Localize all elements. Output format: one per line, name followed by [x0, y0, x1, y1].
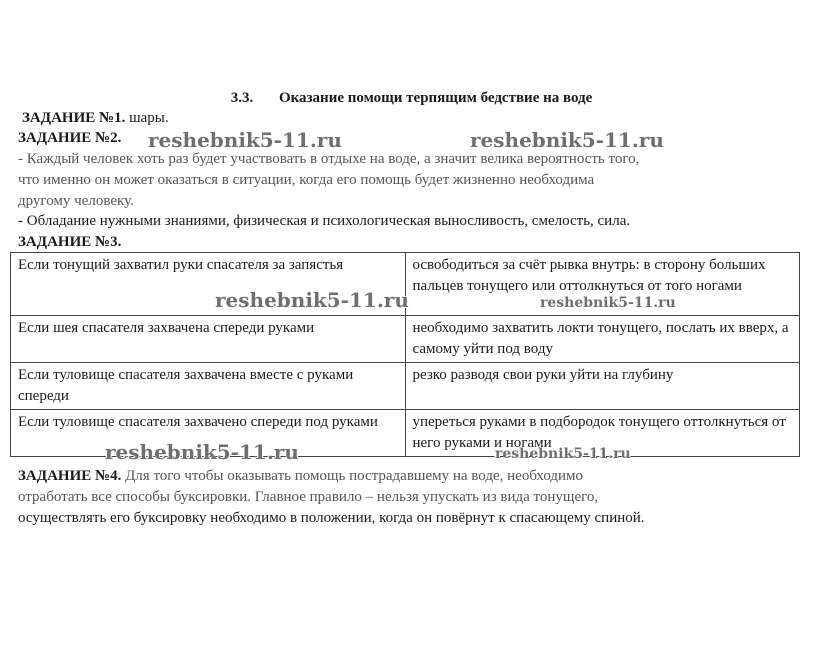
watermark: reshebnik5-11.ru [148, 128, 342, 152]
task2-line-4: - Обладание нужными знаниями, физическая и психологическая выносливость, смелость, сила. [18, 213, 631, 229]
section-number: 3.3. [230, 90, 254, 106]
task2-line-1: - Каждый человек хоть раз будет участвовать в отдыхе на воде, а значит велика вероятность того, [18, 151, 640, 167]
task2-label: ЗАДАНИЕ №2. [18, 130, 122, 146]
watermark: reshebnik5-11.ru [495, 446, 631, 462]
action-cell: упереться руками в подбородок тонущего оттолкнуться от него руками и ногами [405, 410, 800, 457]
section-heading: Оказание помощи терпящим бедствие на воде [278, 90, 593, 106]
action-cell: необходимо захватить локти тонущего, послать их вверх, а самому уйти под воду [405, 316, 800, 363]
situation-cell: Если туловище спасателя захвачено спереди под руками [11, 410, 406, 457]
situation-cell: Если туловище спасателя захвачена вместе с руками спереди [11, 363, 406, 410]
action-cell: освободиться за счёт рывка внутрь: в сторону больших пальцев тонущего или оттолкнуться от того ногами [405, 253, 800, 316]
task4-label: ЗАДАНИЕ №4. [18, 468, 122, 484]
task2-line-3: другому человеку. [18, 193, 134, 209]
task3-table [10, 252, 800, 457]
task4-line-1 [18, 468, 583, 485]
watermark: reshebnik5-11.ru [470, 128, 664, 152]
task1-label: ЗАДАНИЕ №1. [22, 110, 126, 126]
section-title [0, 90, 823, 107]
watermark: reshebnik5-11.ru [540, 295, 676, 311]
situation-cell: Если тонущий захватил руки спасателя за запястья [11, 253, 406, 316]
watermark: reshebnik5-11.ru [105, 440, 299, 464]
watermark: reshebnik5-11.ru [215, 288, 409, 312]
task2-line-2: что именно он может оказаться в ситуации, когда его помощь будет жизненно необходима [18, 172, 595, 188]
table-row [11, 363, 800, 410]
table-row [11, 316, 800, 363]
action-cell: резко разводя свои руки уйти на глубину [405, 363, 800, 410]
situation-cell: Если шея спасателя захвачена спереди руками [11, 316, 406, 363]
task4-text-1: Для того чтобы оказывать помощь пострадавшему на воде, необходимо [125, 468, 584, 484]
task1-answer: шары. [129, 110, 169, 126]
task4-line-3: осуществлять его буксировку необходимо в положении, когда он повёрнут к спасающему спиной. [18, 510, 645, 526]
task3-label: ЗАДАНИЕ №3. [18, 234, 122, 250]
task4-line-2: отработать все способы буксировки. Главное правило – нельзя упускать из вида тонущего, [18, 489, 599, 505]
task1-line [22, 110, 169, 127]
